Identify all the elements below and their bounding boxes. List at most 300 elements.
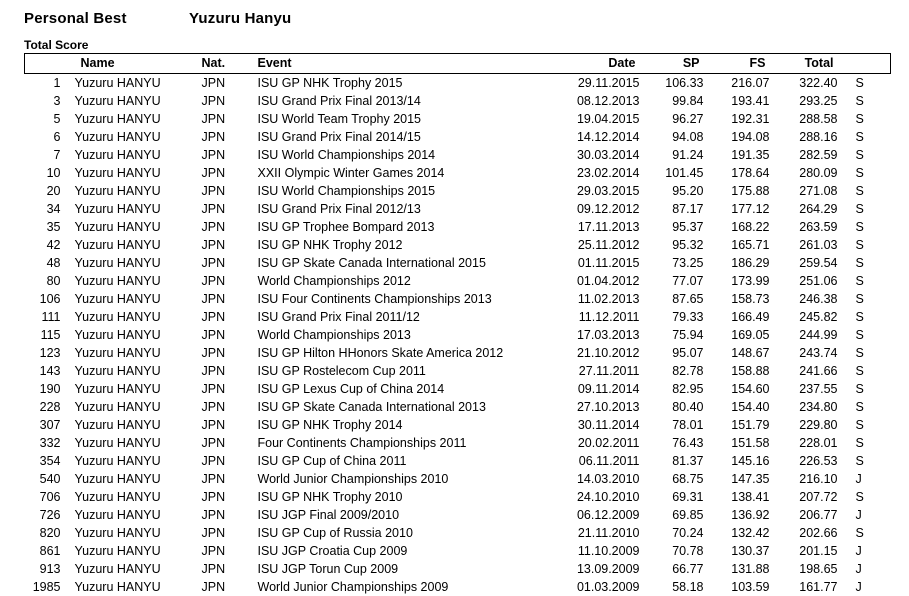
cell-date: 08.12.2013 [558, 92, 644, 110]
table-row [25, 452, 891, 470]
cell-date: 20.02.2011 [558, 434, 644, 452]
cell-fs: 177.12 [710, 200, 776, 218]
cell-category: S [846, 146, 891, 164]
cell-event: ISU Grand Prix Final 2013/14 [258, 92, 558, 110]
cell-event: World Junior Championships 2010 [258, 470, 558, 488]
cell-rank: 1 [25, 74, 67, 93]
cell-date: 24.10.2010 [558, 488, 644, 506]
cell-nat: JPN [202, 362, 258, 380]
cell-fs: 178.64 [710, 164, 776, 182]
table-row [25, 542, 891, 560]
cell-event: World Championships 2012 [258, 272, 558, 290]
column-header-fs: FS [710, 54, 776, 74]
cell-nat: JPN [202, 182, 258, 200]
cell-total: 282.59 [776, 146, 846, 164]
cell-category: S [846, 74, 891, 93]
cell-rank: 42 [25, 236, 67, 254]
table-row [25, 416, 891, 434]
cell-date: 06.12.2009 [558, 506, 644, 524]
cell-sp: 99.84 [644, 92, 710, 110]
cell-rank: 111 [25, 308, 67, 326]
cell-date: 09.12.2012 [558, 200, 644, 218]
cell-date: 29.03.2015 [558, 182, 644, 200]
cell-sp: 78.01 [644, 416, 710, 434]
cell-sp: 94.08 [644, 128, 710, 146]
cell-event: World Junior Championships 2009 [258, 578, 558, 596]
cell-sp: 95.32 [644, 236, 710, 254]
cell-category: S [846, 110, 891, 128]
cell-category: S [846, 164, 891, 182]
cell-sp: 81.37 [644, 452, 710, 470]
cell-fs: 165.71 [710, 236, 776, 254]
cell-date: 14.12.2014 [558, 128, 644, 146]
cell-rank: 34 [25, 200, 67, 218]
table-row [25, 236, 891, 254]
cell-nat: JPN [202, 380, 258, 398]
cell-total: 216.10 [776, 470, 846, 488]
cell-name: Yuzuru HANYU [67, 272, 202, 290]
cell-nat: JPN [202, 398, 258, 416]
cell-fs: 168.22 [710, 218, 776, 236]
cell-rank: 5 [25, 110, 67, 128]
cell-nat: JPN [202, 434, 258, 452]
cell-name: Yuzuru HANYU [67, 488, 202, 506]
cell-nat: JPN [202, 560, 258, 578]
cell-event: ISU Grand Prix Final 2011/12 [258, 308, 558, 326]
cell-rank: 10 [25, 164, 67, 182]
table-row [25, 506, 891, 524]
cell-name: Yuzuru HANYU [67, 290, 202, 308]
cell-date: 14.03.2010 [558, 470, 644, 488]
cell-sp: 95.20 [644, 182, 710, 200]
cell-category: S [846, 416, 891, 434]
cell-total: 280.09 [776, 164, 846, 182]
cell-date: 06.11.2011 [558, 452, 644, 470]
table-row [25, 92, 891, 110]
column-header-category [846, 54, 891, 74]
cell-name: Yuzuru HANYU [67, 254, 202, 272]
cell-event: XXII Olympic Winter Games 2014 [258, 164, 558, 182]
cell-nat: JPN [202, 488, 258, 506]
cell-rank: 20 [25, 182, 67, 200]
cell-event: ISU GP Skate Canada International 2015 [258, 254, 558, 272]
cell-total: 198.65 [776, 560, 846, 578]
column-header-name: Name [67, 54, 202, 74]
cell-fs: 151.58 [710, 434, 776, 452]
cell-total: 244.99 [776, 326, 846, 344]
cell-total: 264.29 [776, 200, 846, 218]
cell-total: 206.77 [776, 506, 846, 524]
cell-sp: 68.75 [644, 470, 710, 488]
cell-category: S [846, 344, 891, 362]
cell-rank: 35 [25, 218, 67, 236]
table-row [25, 254, 891, 272]
cell-fs: 193.41 [710, 92, 776, 110]
cell-sp: 76.43 [644, 434, 710, 452]
skater-name-title: Yuzuru Hanyu [189, 10, 291, 27]
cell-total: 259.54 [776, 254, 846, 272]
cell-category: S [846, 290, 891, 308]
cell-date: 17.11.2013 [558, 218, 644, 236]
cell-total: 261.03 [776, 236, 846, 254]
table-row [25, 182, 891, 200]
cell-name: Yuzuru HANYU [67, 128, 202, 146]
cell-event: ISU GP Cup of China 2011 [258, 452, 558, 470]
cell-date: 30.11.2014 [558, 416, 644, 434]
cell-date: 17.03.2013 [558, 326, 644, 344]
column-header-rank [25, 54, 67, 74]
cell-category: S [846, 236, 891, 254]
table-body [25, 74, 891, 596]
cell-nat: JPN [202, 236, 258, 254]
cell-category: S [846, 182, 891, 200]
cell-rank: 861 [25, 542, 67, 560]
cell-total: 237.55 [776, 380, 846, 398]
cell-name: Yuzuru HANYU [67, 308, 202, 326]
cell-name: Yuzuru HANYU [67, 146, 202, 164]
table-row [25, 578, 891, 596]
table-row [25, 326, 891, 344]
cell-nat: JPN [202, 506, 258, 524]
cell-name: Yuzuru HANYU [67, 92, 202, 110]
cell-category: S [846, 452, 891, 470]
cell-fs: 158.88 [710, 362, 776, 380]
cell-nat: JPN [202, 272, 258, 290]
cell-date: 29.11.2015 [558, 74, 644, 93]
cell-rank: 7 [25, 146, 67, 164]
cell-name: Yuzuru HANYU [67, 578, 202, 596]
cell-name: Yuzuru HANYU [67, 452, 202, 470]
cell-fs: 173.99 [710, 272, 776, 290]
cell-category: S [846, 254, 891, 272]
cell-rank: 913 [25, 560, 67, 578]
column-header-total: Total [776, 54, 846, 74]
cell-name: Yuzuru HANYU [67, 200, 202, 218]
cell-total: 288.16 [776, 128, 846, 146]
cell-name: Yuzuru HANYU [67, 434, 202, 452]
table-row [25, 164, 891, 182]
cell-name: Yuzuru HANYU [67, 398, 202, 416]
cell-name: Yuzuru HANYU [67, 326, 202, 344]
cell-name: Yuzuru HANYU [67, 164, 202, 182]
cell-event: ISU GP Lexus Cup of China 2014 [258, 380, 558, 398]
cell-event: ISU JGP Torun Cup 2009 [258, 560, 558, 578]
cell-fs: 192.31 [710, 110, 776, 128]
cell-name: Yuzuru HANYU [67, 416, 202, 434]
cell-fs: 175.88 [710, 182, 776, 200]
cell-name: Yuzuru HANYU [67, 560, 202, 578]
table-row [25, 488, 891, 506]
cell-date: 09.11.2014 [558, 380, 644, 398]
cell-total: 228.01 [776, 434, 846, 452]
cell-rank: 6 [25, 128, 67, 146]
cell-fs: 166.49 [710, 308, 776, 326]
cell-nat: JPN [202, 128, 258, 146]
cell-category: S [846, 128, 891, 146]
cell-name: Yuzuru HANYU [67, 218, 202, 236]
cell-name: Yuzuru HANYU [67, 506, 202, 524]
cell-category: S [846, 272, 891, 290]
cell-total: 288.58 [776, 110, 846, 128]
cell-category: S [846, 218, 891, 236]
cell-date: 01.04.2012 [558, 272, 644, 290]
cell-nat: JPN [202, 308, 258, 326]
cell-sp: 69.85 [644, 506, 710, 524]
cell-sp: 82.78 [644, 362, 710, 380]
cell-nat: JPN [202, 452, 258, 470]
cell-name: Yuzuru HANYU [67, 362, 202, 380]
table-row [25, 110, 891, 128]
column-header-date: Date [558, 54, 644, 74]
cell-date: 11.12.2011 [558, 308, 644, 326]
cell-total: 207.72 [776, 488, 846, 506]
cell-sp: 70.78 [644, 542, 710, 560]
cell-category: S [846, 380, 891, 398]
cell-fs: 194.08 [710, 128, 776, 146]
cell-sp: 87.65 [644, 290, 710, 308]
cell-nat: JPN [202, 542, 258, 560]
cell-rank: 143 [25, 362, 67, 380]
cell-total: 243.74 [776, 344, 846, 362]
cell-total: 202.66 [776, 524, 846, 542]
cell-fs: 158.73 [710, 290, 776, 308]
cell-category: S [846, 326, 891, 344]
cell-sp: 66.77 [644, 560, 710, 578]
cell-total: 263.59 [776, 218, 846, 236]
cell-category: J [846, 542, 891, 560]
section-subtitle: Total Score [24, 38, 88, 52]
cell-fs: 130.37 [710, 542, 776, 560]
cell-fs: 186.29 [710, 254, 776, 272]
table-row [25, 362, 891, 380]
page-title: Personal Best [24, 10, 127, 27]
cell-sp: 69.31 [644, 488, 710, 506]
cell-nat: JPN [202, 218, 258, 236]
cell-sp: 91.24 [644, 146, 710, 164]
cell-sp: 58.18 [644, 578, 710, 596]
cell-rank: 190 [25, 380, 67, 398]
cell-event: ISU JGP Final 2009/2010 [258, 506, 558, 524]
column-header-event: Event [258, 54, 558, 74]
cell-event: Four Continents Championships 2011 [258, 434, 558, 452]
cell-date: 30.03.2014 [558, 146, 644, 164]
cell-sp: 79.33 [644, 308, 710, 326]
cell-rank: 48 [25, 254, 67, 272]
table-row [25, 560, 891, 578]
cell-sp: 75.94 [644, 326, 710, 344]
cell-name: Yuzuru HANYU [67, 542, 202, 560]
cell-date: 21.11.2010 [558, 524, 644, 542]
cell-nat: JPN [202, 146, 258, 164]
cell-fs: 131.88 [710, 560, 776, 578]
cell-name: Yuzuru HANYU [67, 524, 202, 542]
cell-date: 01.03.2009 [558, 578, 644, 596]
cell-total: 271.08 [776, 182, 846, 200]
table-row [25, 218, 891, 236]
cell-category: J [846, 578, 891, 596]
table-row [25, 128, 891, 146]
cell-total: 234.80 [776, 398, 846, 416]
cell-date: 13.09.2009 [558, 560, 644, 578]
table-row [25, 146, 891, 164]
table-row [25, 272, 891, 290]
cell-total: 226.53 [776, 452, 846, 470]
cell-rank: 307 [25, 416, 67, 434]
cell-category: S [846, 398, 891, 416]
cell-fs: 191.35 [710, 146, 776, 164]
cell-rank: 354 [25, 452, 67, 470]
cell-event: ISU Four Continents Championships 2013 [258, 290, 558, 308]
cell-total: 161.77 [776, 578, 846, 596]
cell-rank: 115 [25, 326, 67, 344]
cell-fs: 216.07 [710, 74, 776, 93]
cell-fs: 132.42 [710, 524, 776, 542]
cell-category: S [846, 200, 891, 218]
cell-fs: 145.16 [710, 452, 776, 470]
table-row [25, 398, 891, 416]
cell-name: Yuzuru HANYU [67, 74, 202, 93]
cell-nat: JPN [202, 110, 258, 128]
column-header-sp: SP [644, 54, 710, 74]
cell-category: S [846, 434, 891, 452]
cell-event: ISU GP Cup of Russia 2010 [258, 524, 558, 542]
cell-event: ISU World Team Trophy 2015 [258, 110, 558, 128]
cell-sp: 80.40 [644, 398, 710, 416]
cell-total: 246.38 [776, 290, 846, 308]
cell-event: ISU GP NHK Trophy 2015 [258, 74, 558, 93]
cell-nat: JPN [202, 578, 258, 596]
cell-category: S [846, 308, 891, 326]
cell-total: 201.15 [776, 542, 846, 560]
cell-fs: 103.59 [710, 578, 776, 596]
cell-name: Yuzuru HANYU [67, 380, 202, 398]
cell-date: 11.10.2009 [558, 542, 644, 560]
cell-event: ISU GP NHK Trophy 2012 [258, 236, 558, 254]
cell-nat: JPN [202, 344, 258, 362]
cell-date: 19.04.2015 [558, 110, 644, 128]
cell-sp: 82.95 [644, 380, 710, 398]
cell-rank: 3 [25, 92, 67, 110]
cell-category: J [846, 506, 891, 524]
cell-category: S [846, 488, 891, 506]
cell-nat: JPN [202, 200, 258, 218]
cell-total: 229.80 [776, 416, 846, 434]
cell-total: 245.82 [776, 308, 846, 326]
cell-nat: JPN [202, 254, 258, 272]
personal-best-table [24, 53, 891, 596]
cell-event: ISU GP Rostelecom Cup 2011 [258, 362, 558, 380]
cell-total: 322.40 [776, 74, 846, 93]
cell-name: Yuzuru HANYU [67, 236, 202, 254]
table-row [25, 524, 891, 542]
cell-rank: 706 [25, 488, 67, 506]
cell-nat: JPN [202, 326, 258, 344]
cell-rank: 80 [25, 272, 67, 290]
cell-rank: 228 [25, 398, 67, 416]
cell-event: ISU GP NHK Trophy 2014 [258, 416, 558, 434]
table-header-row [25, 54, 891, 74]
cell-date: 27.10.2013 [558, 398, 644, 416]
cell-fs: 147.35 [710, 470, 776, 488]
cell-sp: 73.25 [644, 254, 710, 272]
cell-date: 01.11.2015 [558, 254, 644, 272]
cell-name: Yuzuru HANYU [67, 182, 202, 200]
cell-rank: 726 [25, 506, 67, 524]
table-row [25, 290, 891, 308]
table-header [25, 54, 891, 74]
cell-event: ISU Grand Prix Final 2014/15 [258, 128, 558, 146]
table-row [25, 380, 891, 398]
cell-nat: JPN [202, 74, 258, 93]
cell-event: ISU GP Trophee Bompard 2013 [258, 218, 558, 236]
cell-category: S [846, 362, 891, 380]
cell-rank: 540 [25, 470, 67, 488]
cell-sp: 77.07 [644, 272, 710, 290]
cell-category: J [846, 560, 891, 578]
cell-nat: JPN [202, 164, 258, 182]
cell-name: Yuzuru HANYU [67, 344, 202, 362]
cell-date: 23.02.2014 [558, 164, 644, 182]
cell-nat: JPN [202, 524, 258, 542]
cell-rank: 820 [25, 524, 67, 542]
cell-sp: 70.24 [644, 524, 710, 542]
cell-name: Yuzuru HANYU [67, 470, 202, 488]
cell-name: Yuzuru HANYU [67, 110, 202, 128]
cell-category: J [846, 470, 891, 488]
cell-date: 21.10.2012 [558, 344, 644, 362]
cell-nat: JPN [202, 416, 258, 434]
cell-date: 27.11.2011 [558, 362, 644, 380]
cell-event: ISU GP Skate Canada International 2013 [258, 398, 558, 416]
cell-sp: 101.45 [644, 164, 710, 182]
table-row [25, 74, 891, 93]
table-row [25, 308, 891, 326]
cell-date: 11.02.2013 [558, 290, 644, 308]
cell-total: 241.66 [776, 362, 846, 380]
cell-fs: 154.40 [710, 398, 776, 416]
cell-event: ISU World Championships 2014 [258, 146, 558, 164]
table-row [25, 344, 891, 362]
cell-rank: 106 [25, 290, 67, 308]
cell-sp: 95.07 [644, 344, 710, 362]
cell-event: ISU GP Hilton HHonors Skate America 2012 [258, 344, 558, 362]
cell-event: ISU Grand Prix Final 2012/13 [258, 200, 558, 218]
cell-fs: 151.79 [710, 416, 776, 434]
cell-fs: 136.92 [710, 506, 776, 524]
cell-sp: 96.27 [644, 110, 710, 128]
cell-fs: 138.41 [710, 488, 776, 506]
cell-rank: 123 [25, 344, 67, 362]
cell-rank: 332 [25, 434, 67, 452]
page-header [0, 10, 909, 36]
cell-sp: 87.17 [644, 200, 710, 218]
cell-date: 25.11.2012 [558, 236, 644, 254]
cell-sp: 95.37 [644, 218, 710, 236]
table-row [25, 434, 891, 452]
cell-nat: JPN [202, 290, 258, 308]
cell-event: ISU World Championships 2015 [258, 182, 558, 200]
cell-category: S [846, 92, 891, 110]
cell-rank: 1985 [25, 578, 67, 596]
cell-fs: 148.67 [710, 344, 776, 362]
cell-event: ISU JGP Croatia Cup 2009 [258, 542, 558, 560]
cell-nat: JPN [202, 92, 258, 110]
cell-event: World Championships 2013 [258, 326, 558, 344]
table-row [25, 200, 891, 218]
cell-category: S [846, 524, 891, 542]
table-row [25, 470, 891, 488]
cell-nat: JPN [202, 470, 258, 488]
